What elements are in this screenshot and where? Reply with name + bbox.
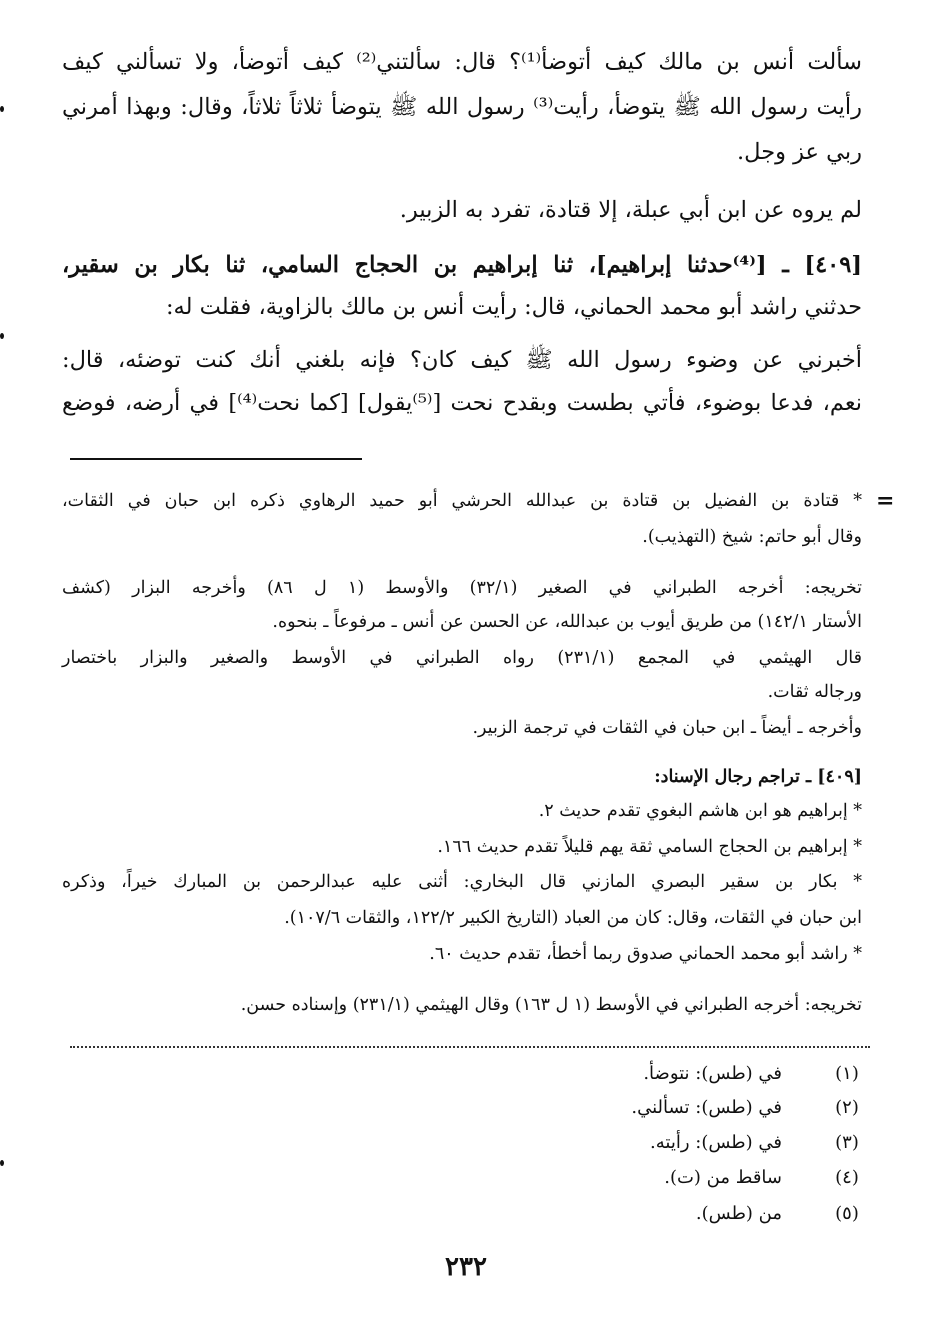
note-line: * إبراهيم هو ابن هاشم البغوي تقدم حديث ٢. [538,801,862,821]
note-line: ابن حبان في الثقات، وقال: كان من العباد (التاريخ الكبير ١٢٢/٢، والثقات ١٠٧/٦). [284,908,862,928]
main-line: رأيت رسول الله ﷺ يتوضأ، رأيت⁽³⁾ رسول الله ﷺ يتوضأ ثلاثاً ثلاثاً، وقال: وبهذا أمرني [62,94,863,120]
main-line: ربي عز وجل. [737,139,862,165]
footnote-item [512,1127,872,1159]
footnotes-separator [70,1046,870,1048]
main-line: سألت أنس بن مالك كيف أتوضأ⁽¹⁾؟ قال: سألتني⁽²⁾ كيف أتوضأ، ولا تسألني كيف [62,49,862,75]
hadith-heading-line: [٤٠٩] ـ [⁽⁴⁾حدثنا إبراهيم]، ثنا إبراهيم بن الحجاج السامي، ثنا بكار بن سقير، [62,252,862,278]
main-line: لم يروه عن ابن أبي عبلة، إلا قتادة، تفرد به الزبير. [399,197,862,223]
footnote-number: (١) [835,1063,859,1084]
scan-speck [0,333,4,339]
narrators-heading: [٤٠٩] ـ تراجم رجال الإسناد: [654,767,862,787]
note-line: * بكار بن سقير البصري المازني قال البخاري: أثنى عليه عبدالرحمن بن المبارك خيراً، وذكره [62,872,862,892]
scan-speck [0,1160,4,1166]
footnote-text: في (طس): تسألني. [631,1097,782,1118]
footnote-item [512,1162,872,1194]
note-line: الأستار ١٤٢/١) من طريق أيوب بن عبدالله، عن الحسن عن أنس ـ مرفوعاً ـ بنحوه. [272,612,862,632]
main-line: حدثني راشد أبو محمد الحماني، قال: رأيت أنس بن مالك بالزاوية، فقلت له: [165,294,862,320]
footnote-text: ساقط من (ت). [664,1167,782,1188]
note-line: وأخرجه ـ أيضاً ـ ابن حبان في الثقات في ترجمة الزبير. [472,718,862,738]
footnote-number: (٣) [835,1132,859,1153]
note-line: * راشد أبو محمد الحماني صدوق ربما أخطأ، تقدم حديث ٦٠. [429,944,862,964]
footnote-number: (٥) [835,1203,859,1224]
footnote-number: (٢) [835,1097,859,1118]
note-line: * إبراهيم بن الحجاج السامي ثقة يهم قليلاً تقدم حديث ١٦٦. [437,837,862,857]
footnote-item [512,1058,872,1090]
note-line: ورجاله ثقات. [767,682,862,702]
footnote-number: (٤) [835,1167,859,1188]
continuation-mark: = [876,488,895,514]
scan-speck [0,106,4,112]
notes-separator [70,458,362,460]
note-line: * قتادة بن الفضيل بن قتادة بن عبدالله الحرشي أبو حميد الرهاوي ذكره ابن حبان في الثقات، [62,491,862,511]
main-line: نعم، فدعا بوضوء، فأتي بطست وبقدح نحت [⁽⁵⁾يقول] [كما نحت⁽⁴⁾] في أرضه، فوضع [62,390,863,416]
footnote-text: في (طس): رأيته. [650,1132,782,1153]
note-line: تخريجه: أخرجه الطبراني في الأوسط (١ ل ١٦٣) وقال الهيثمي (٢٣١/١) وإسناده حسن. [240,995,862,1015]
footnote-item [512,1198,872,1230]
note-line: تخريجه: أخرجه الطبراني في الصغير (٣٢/١) والأوسط (١ ل ٨٦) وأخرجه البزار (كشف [62,578,862,598]
note-line: قال الهيثمي في المجمع (٢٣١/١) رواه الطبراني في الأوسط والصغير والبزار باختصار [62,648,862,668]
footnote-item [512,1092,872,1124]
footnote-text: في (طس): نتوضأ. [643,1063,782,1084]
footnote-text: من (طس). [695,1203,782,1224]
main-line: أخبرني عن وضوء رسول الله ﷺ كيف كان؟ فإنه بلغني أنك كنت توضئه، قال: [62,347,862,373]
page-number: ٢٣٢ [445,1252,487,1282]
note-line: وقال أبو حاتم: شيخ (التهذيب). [642,527,862,547]
